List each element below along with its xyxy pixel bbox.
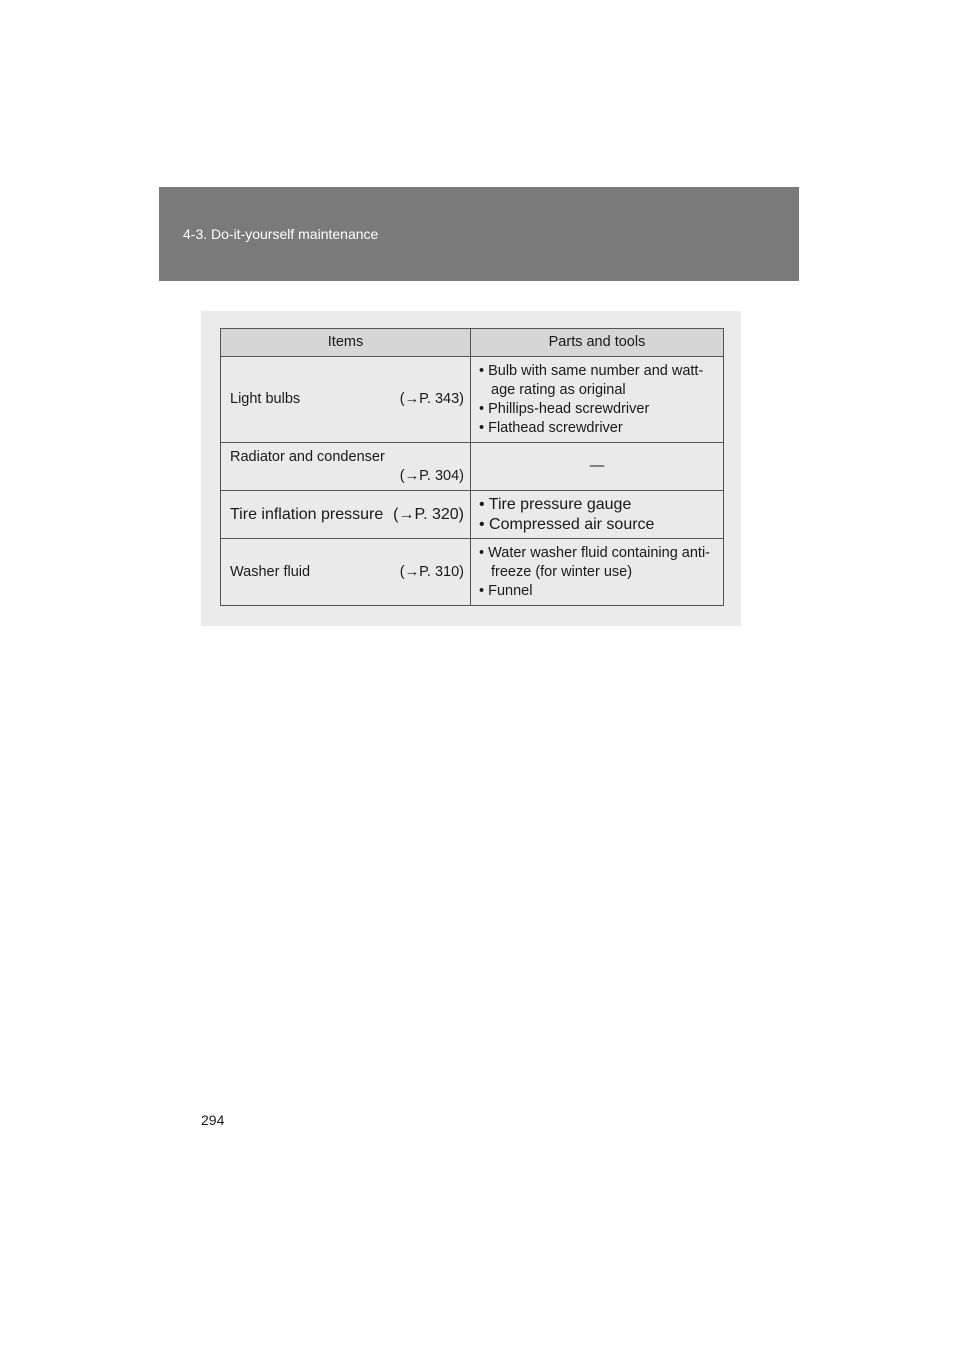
item-name: Radiator and condenser [230, 448, 385, 465]
parts-cell [471, 357, 724, 443]
parts-cell [471, 491, 724, 539]
list-item: • Phillips-head screwdriver [479, 400, 650, 417]
page-number: 294 [201, 1112, 225, 1128]
table-row [221, 443, 724, 491]
item-cell [221, 539, 471, 606]
item-cell [221, 491, 471, 539]
column-header-parts: Parts and tools [471, 329, 724, 357]
item-cell [221, 443, 471, 491]
table-row [221, 357, 724, 443]
item-name: Light bulbs [230, 391, 301, 407]
parts-cell [471, 539, 724, 606]
list-item: • Tire pressure gauge [479, 495, 632, 513]
item-cell [221, 357, 471, 443]
list-item: • Bulb with same number and watt- age rating as original [479, 362, 704, 398]
parts-cell [471, 443, 724, 491]
page-reference: (→P. 304) [399, 467, 464, 484]
item-name: Washer fluid [230, 563, 311, 580]
parts-tools-panel [201, 311, 741, 626]
page-reference: (→P. 310) [399, 563, 464, 580]
item-name: Tire inflation pressure [230, 506, 384, 523]
page-reference: (→P. 320) [393, 506, 464, 523]
list-item: • Funnel [479, 582, 533, 599]
list-item: • Water washer fluid containing anti- freeze (for winter use) [479, 544, 711, 580]
table-row [221, 491, 724, 539]
list-item: • Compressed air source [479, 515, 655, 533]
list-item: • Flathead screwdriver [479, 419, 623, 436]
section-header-band [159, 187, 799, 281]
page-reference: (→P. 343) [399, 391, 464, 407]
section-title: 4-3. Do-it-yourself maintenance [183, 226, 379, 242]
parts-tools-table [220, 328, 724, 606]
column-header-items: Items [221, 329, 471, 357]
table-row [221, 539, 724, 606]
no-parts-dash: — [589, 458, 605, 474]
table-header-row [221, 329, 724, 357]
